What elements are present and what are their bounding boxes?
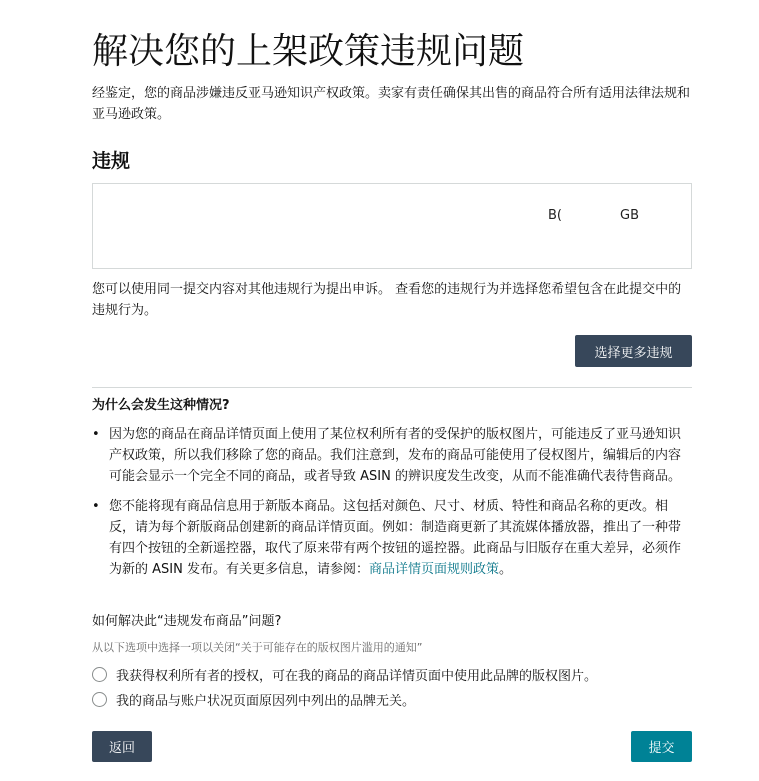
submit-button[interactable]: 提交 xyxy=(631,731,692,762)
why-item-suffix: 。 xyxy=(498,562,512,577)
option-label: 我的商品与账户状况页面原因列中列出的品牌无关。 xyxy=(116,694,416,709)
why-list xyxy=(92,424,692,589)
why-item-text: 您不能将现有商品信息用于新版本商品。这包括对颜色、尺寸、材质、特性和商品名称的更改。相反，请为每个新版商品创建新的商品详情页面。例如：制造商更新了其流媒体播放器，推出了一种带有四个按钮的全新遥控器，取代了原来带有两个按钮的遥控器。此商品与旧版存在重大差异，必须作为新的 ASIN 发布。有关更多信息，请参阅： xyxy=(109,499,682,577)
resolve-subtitle: 从以下选项中选择一项以关闭“关于可能存在的版权图片滥用的通知” xyxy=(92,641,423,654)
why-item-text: 因为您的商品在商品详情页面上使用了某位权利所有者的受保护的版权图片，可能违反了亚马逊知识产权政策，所以我们移除了您的商品。我们注意到，发布的商品可能使用了侵权图片，编辑后的内容可能会显示一个完全不同的商品，或者导致 ASIN 的辨识度发生改变，从而不能准确代表待售商品。 xyxy=(109,427,682,484)
select-more-violations-button[interactable]: 选择更多违规 xyxy=(575,335,692,367)
page-title: 解决您的上架政策违规问题 xyxy=(92,31,525,72)
list-item xyxy=(92,496,692,580)
bullet-glyph: • xyxy=(92,427,100,442)
resolve-option-authorized[interactable] xyxy=(92,665,597,684)
detail-page-policy-link[interactable]: 商品详情页面规则政策 xyxy=(368,562,499,577)
violations-note: 您可以使用同一提交内容对其他违规行为提出申诉。 查看您的违规行为并选择您希望包含在此提交中的违规行为。 xyxy=(92,282,682,318)
violations-title: 违规 xyxy=(92,150,131,172)
radio-button[interactable] xyxy=(92,692,107,707)
intro-text: 经鉴定，您的商品涉嫌违反亚马逊知识产权政策。卖家有责任确保其出售的商品符合所有适用法律法规和亚马逊政策。 xyxy=(92,86,691,122)
option-label: 我获得权利所有者的授权，可在我的商品的商品详情页面中使用此品牌的版权图片。 xyxy=(116,669,598,684)
why-title: 为什么会发生这种情况? xyxy=(92,398,230,413)
radio-button[interactable] xyxy=(92,667,107,682)
resolve-option-unrelated[interactable] xyxy=(92,690,415,709)
resolve-title: 如何解决此“违规发布商品”问题? xyxy=(92,614,282,629)
bullet-glyph: • xyxy=(92,499,100,514)
divider xyxy=(92,387,692,388)
violation-code: B( xyxy=(548,208,562,223)
violation-marketplace: GB xyxy=(620,208,639,223)
violation-list-box xyxy=(92,183,692,269)
back-button[interactable]: 返回 xyxy=(92,731,152,762)
list-item xyxy=(92,424,692,487)
